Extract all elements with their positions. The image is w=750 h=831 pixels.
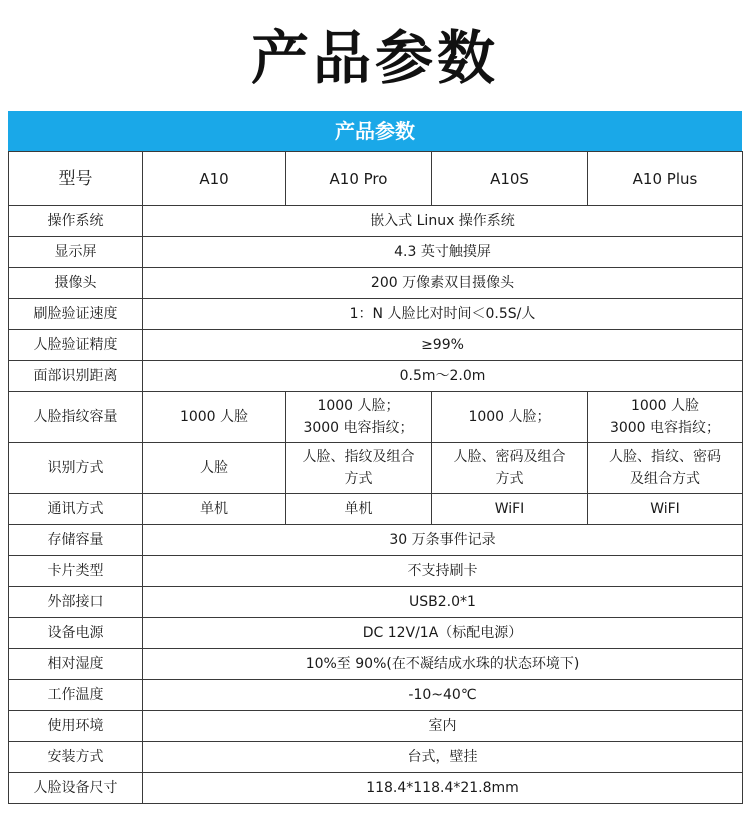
row-label: 外部接口: [9, 587, 143, 618]
cell-a10: 人脸: [143, 443, 286, 494]
table-row: [9, 206, 743, 237]
table-row: [9, 680, 743, 711]
table-row: [9, 525, 743, 556]
cell-line: 1000 人脸: [630, 398, 700, 414]
table-row: [9, 361, 743, 392]
cell-line: 3000 电容指纹；: [609, 420, 721, 436]
row-label: 存储容量: [9, 525, 143, 556]
row-label: 面部识别距离: [9, 361, 143, 392]
table-row: [9, 618, 743, 649]
table-row: [9, 742, 743, 773]
cell-a10s: WiFI: [432, 494, 588, 525]
row-value: 118.4*118.4*21.8mm: [143, 773, 743, 804]
table-row: [9, 330, 743, 361]
cell-line: 人脸、指纹、密码: [609, 449, 721, 465]
cell-a10: 1000 人脸: [143, 392, 286, 443]
row-value: 室内: [143, 711, 743, 742]
table-row: [9, 773, 743, 804]
header-row: [9, 152, 743, 206]
row-label: 人脸设备尺寸: [9, 773, 143, 804]
row-label: 使用环境: [9, 711, 143, 742]
row-label: 设备电源: [9, 618, 143, 649]
spec-table: [8, 151, 743, 804]
row-value: USB2.0*1: [143, 587, 743, 618]
row-value: 不支持刷卡: [143, 556, 743, 587]
row-label: 卡片类型: [9, 556, 143, 587]
model-a10s: A10S: [432, 152, 588, 206]
table-row: [9, 494, 743, 525]
table-row: [9, 299, 743, 330]
row-label: 相对湿度: [9, 649, 143, 680]
row-value: 30 万条事件记录: [143, 525, 743, 556]
model-a10-plus: A10 Plus: [588, 152, 743, 206]
row-value: DC 12V/1A（标配电源）: [143, 618, 743, 649]
table-row: [9, 268, 743, 299]
table-row: [9, 443, 743, 494]
table-row: [9, 711, 743, 742]
row-value: 0.5m～2.0m: [143, 361, 743, 392]
cell-line: 方式: [495, 471, 524, 487]
row-value: ≥99%: [143, 330, 743, 361]
table-banner: 产品参数: [8, 111, 742, 151]
row-label: 识别方式: [9, 443, 143, 494]
row-value: 1：N 人脸比对时间＜0.5S/人: [143, 299, 743, 330]
cell-line: 及组合方式: [630, 471, 700, 487]
cell-a10: 单机: [143, 494, 286, 525]
row-label: 显示屏: [9, 237, 143, 268]
cell-a10s: 1000 人脸；: [432, 392, 588, 443]
cell-a10-plus: [588, 392, 743, 443]
header-label: 型号: [9, 152, 143, 206]
row-value: 4.3 英寸触摸屏: [143, 237, 743, 268]
cell-line: 人脸、指纹及组合: [302, 449, 415, 465]
table-row: [9, 587, 743, 618]
row-value: 嵌入式 Linux 操作系统: [143, 206, 743, 237]
page-title: 产品参数: [250, 24, 499, 92]
cell-a10-plus: WiFI: [588, 494, 743, 525]
row-value: -10~40℃: [143, 680, 743, 711]
row-label: 摄像头: [9, 268, 143, 299]
cell-a10-pro: 单机: [286, 494, 432, 525]
row-label: 工作温度: [9, 680, 143, 711]
table-row: [9, 237, 743, 268]
row-label: 操作系统: [9, 206, 143, 237]
table-row: [9, 556, 743, 587]
cell-line: 1000 人脸；: [317, 398, 400, 414]
cell-a10-pro: [286, 443, 432, 494]
model-a10: A10: [143, 152, 286, 206]
cell-line: 3000 电容指纹；: [303, 420, 414, 436]
row-label: 人脸指纹容量: [9, 392, 143, 443]
row-value: 台式，壁挂: [143, 742, 743, 773]
row-label: 人脸验证精度: [9, 330, 143, 361]
row-value: 200 万像素双目摄像头: [143, 268, 743, 299]
cell-a10-pro: [286, 392, 432, 443]
table-row: [9, 649, 743, 680]
cell-a10s: [432, 443, 588, 494]
cell-line: 方式: [344, 471, 373, 487]
table-row: [9, 392, 743, 443]
cell-a10-plus: [588, 443, 743, 494]
cell-line: 人脸、密码及组合: [453, 449, 566, 465]
row-label: 刷脸验证速度: [9, 299, 143, 330]
row-value: 10%至 90%(在不凝结成水珠的状态环境下): [143, 649, 743, 680]
row-label: 通讯方式: [9, 494, 143, 525]
model-a10-pro: A10 Pro: [286, 152, 432, 206]
row-label: 安装方式: [9, 742, 143, 773]
